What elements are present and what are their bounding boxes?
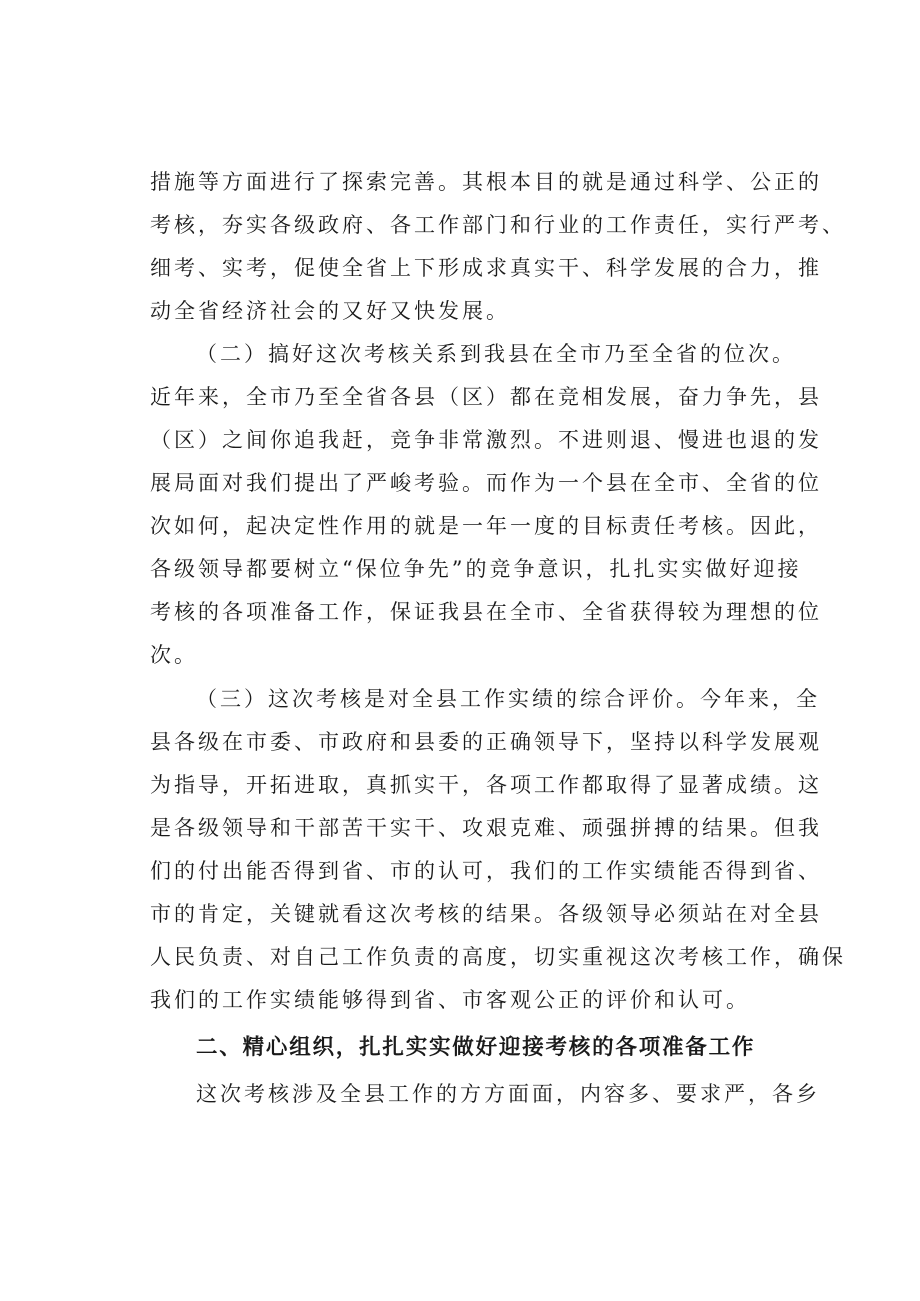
text-line: 细考、实考，促使全省上下形成求真实干、科学发展的合力，推	[150, 256, 822, 280]
text-line: 考核的各项准备工作，保证我县在全市、全省获得较为理想的位	[150, 600, 822, 624]
text-line: 是各级领导和干部苦干实干、攻艰克难、顽强拼搏的结果。但我	[150, 816, 822, 840]
text-line: 措施等方面进行了探索完善。其根本目的就是通过科学、公正的	[150, 170, 822, 194]
text-line: 为指导，开拓进取，真抓实干，各项工作都取得了显著成绩。这	[150, 773, 822, 797]
section-heading: 二、精心组织，扎扎实实做好迎接考核的各项准备工作	[196, 1035, 756, 1060]
text-line: 县各级在市委、市政府和县委的正确领导下，坚持以科学发展观	[150, 730, 822, 754]
text-line: 展局面对我们提出了严峻考验。而作为一个县在全市、全省的位	[150, 471, 822, 495]
text-line: （三）这次考核是对全县工作实绩的综合评价。今年来，全	[196, 687, 820, 711]
text-line: 考核，夯实各级政府、各工作部门和行业的工作责任，实行严考、	[150, 213, 846, 237]
text-line: 市的肯定，关键就看这次考核的结果。各级领导必须站在对全县	[150, 902, 822, 926]
text-line: 近年来，全市乃至全省各县（区）都在竞相发展，奋力争先，县	[150, 385, 822, 409]
text-line: 我们的工作实绩能够得到省、市客观公正的评价和认可。	[150, 988, 750, 1012]
text-line: 人民负责、对自己工作负责的高度，切实重视这次考核工作，确保	[150, 945, 846, 969]
text-line: 次如何，起决定性作用的就是一年一度的目标责任考核。因此，	[150, 514, 822, 538]
text-line: 们的付出能否得到省、市的认可，我们的工作实绩能否得到省、	[150, 859, 822, 883]
text-line: 各级领导都要树立“保位争先”的竞争意识，扎扎实实做好迎接	[150, 557, 802, 581]
text-line: （二）搞好这次考核关系到我县在全市乃至全省的位次。	[196, 342, 796, 366]
text-line: 动全省经济社会的又好又快发展。	[150, 299, 510, 323]
text-line: 这次考核涉及全县工作的方方面面，内容多、要求严，各乡	[196, 1082, 820, 1106]
text-line: 次。	[150, 643, 198, 667]
text-line: （区）之间你追我赶，竞争非常激烈。不进则退、慢进也退的发	[150, 428, 822, 452]
